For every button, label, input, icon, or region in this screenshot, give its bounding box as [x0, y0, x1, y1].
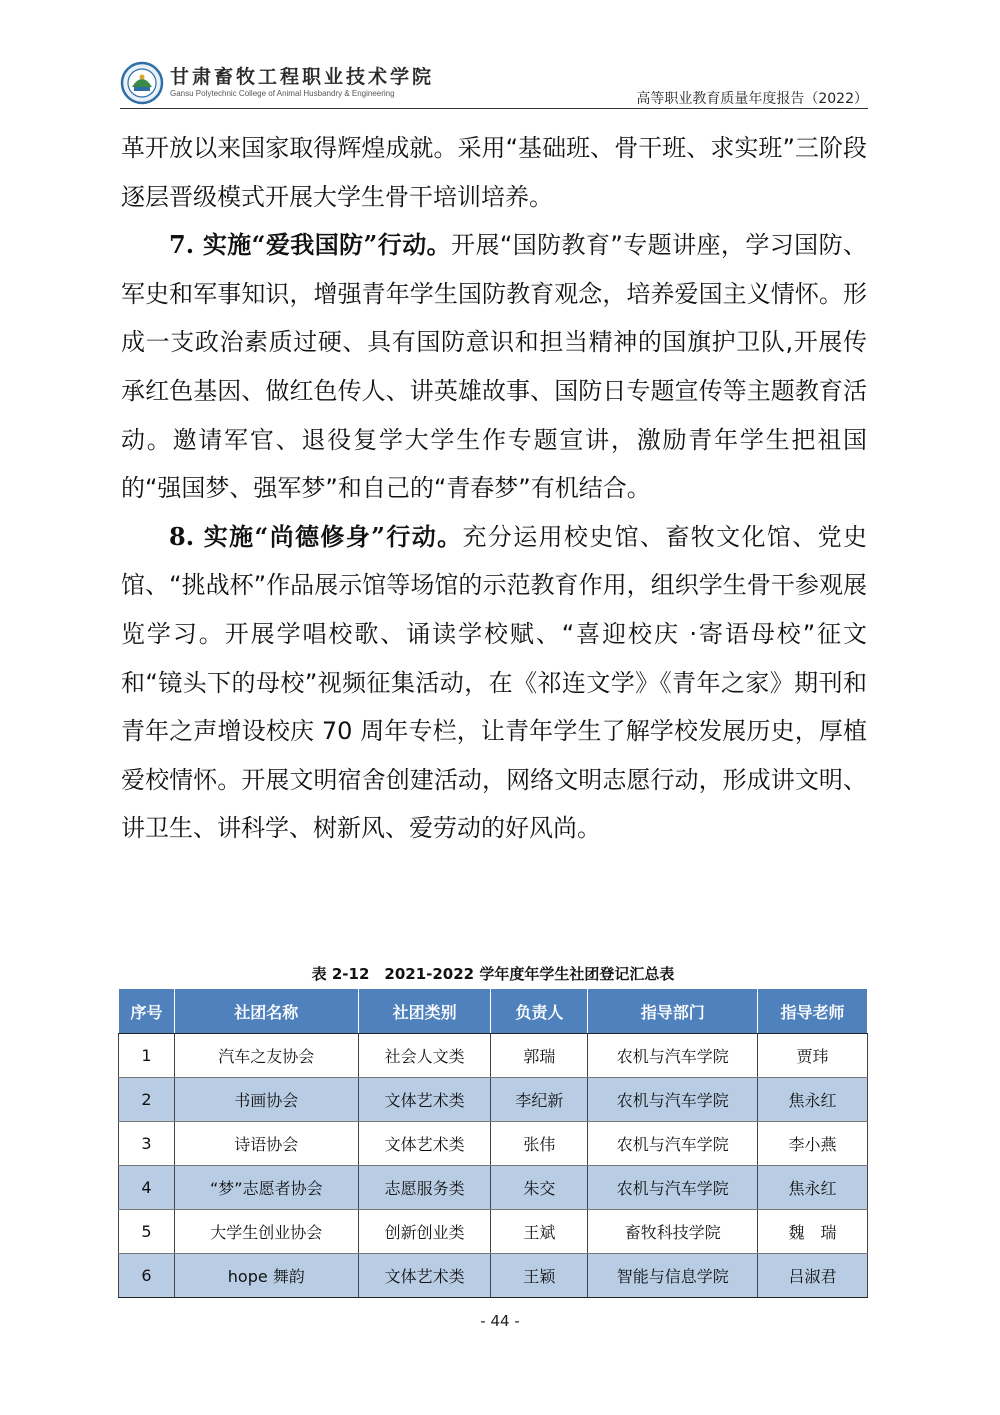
paragraph-intro: 革开放以来国家取得辉煌成就。采用“基础班、骨干班、求实班”三阶段逐层晋级模式开展大学生骨干培训培养。 — [121, 134, 867, 211]
table-row — [119, 1078, 868, 1122]
paragraph-item-8 — [121, 513, 867, 853]
school-name-en: Gansu Polytechnic College of Animal Husbandry & Engineering — [170, 89, 395, 98]
cell-leader: 王颖 — [491, 1254, 588, 1298]
cell-department: 农机与汽车学院 — [588, 1166, 758, 1210]
cell-leader: 张伟 — [491, 1122, 588, 1166]
col-header-advisor: 指导老师 — [758, 989, 868, 1034]
item-8-heading: 8. 实施“尚德修身”行动。 — [169, 521, 463, 551]
cell-club-name: 诗语协会 — [174, 1122, 358, 1166]
cell-department: 农机与汽车学院 — [588, 1122, 758, 1166]
col-header-department: 指导部门 — [588, 989, 758, 1034]
cell-club-name: hope 舞韵 — [174, 1254, 358, 1298]
item-7-text: 开展“国防教育”专题讲座，学习国防、军史和军事知识，增强青年学生国防教育观念，培养爱国主义情怀。形成一支政治素质过硬、具有国防意识和担当精神的国旗护卫队,开展传承红色基因、做红色传人、讲英雄故事、国防日专题宣传等主题教育活动。邀请军官、退役复学大学生作专题宣讲，激励青年学生把祖国的“强国梦、强军梦”和自己的“青春梦”有机结合。 — [121, 231, 867, 503]
page-number: - 44 - — [480, 1312, 520, 1330]
cell-index: 3 — [119, 1122, 175, 1166]
col-header-club-name: 社团名称 — [174, 989, 358, 1034]
cell-advisor: 魏 瑞 — [758, 1210, 868, 1254]
cell-department: 农机与汽车学院 — [588, 1078, 758, 1122]
cell-leader: 朱交 — [491, 1166, 588, 1210]
body-text — [121, 124, 867, 853]
header-divider — [120, 108, 868, 109]
table-row — [119, 1166, 868, 1210]
cell-index: 5 — [119, 1210, 175, 1254]
col-header-leader: 负责人 — [491, 989, 588, 1034]
item-8-text: 充分运用校史馆、畜牧文化馆、党史馆、“挑战杯”作品展示馆等场馆的示范教育作用，组织学生骨干参观展览学习。开展学唱校歌、诵读学校赋、“喜迎校庆 ·寄语母校”征文和“镜头下的母校”视频征集活动，在《祁连文学》《青年之家》期刊和青年之声增设校庆 70 周年专栏，让青年学生了解学校发展历史，厚植爱校情怀。开展文明宿舍创建活动，网络文明志愿行动，形成讲文明、讲卫生、讲科学、树新风、爱劳动的好风尚。 — [121, 522, 867, 843]
cell-club-name: 大学生创业协会 — [174, 1210, 358, 1254]
cell-leader: 王斌 — [491, 1210, 588, 1254]
cell-category: 文体艺术类 — [358, 1078, 491, 1122]
cell-advisor: 吕淑君 — [758, 1254, 868, 1298]
cell-leader: 郭瑞 — [491, 1034, 588, 1078]
page-header — [120, 58, 868, 110]
cell-department: 畜牧科技学院 — [588, 1210, 758, 1254]
school-name-cn: 甘肃畜牧工程职业技术学院 — [170, 66, 435, 88]
club-registry-table — [118, 988, 868, 1298]
table-row — [119, 1210, 868, 1254]
cell-club-name: 书画协会 — [174, 1078, 358, 1122]
cell-index: 4 — [119, 1166, 175, 1210]
table-header-row — [119, 989, 868, 1034]
cell-club-name: 汽车之友协会 — [174, 1034, 358, 1078]
cell-index: 2 — [119, 1078, 175, 1122]
table-caption: 表 2-12 2021-2022 学年度年学生社团登记汇总表 — [311, 965, 675, 983]
report-title: 高等职业教育质量年度报告（2022） — [636, 91, 868, 107]
cell-index: 1 — [119, 1034, 175, 1078]
table-row — [119, 1122, 868, 1166]
cell-club-name: “梦”志愿者协会 — [174, 1166, 358, 1210]
cell-category: 志愿服务类 — [358, 1166, 491, 1210]
cell-advisor: 焦永红 — [758, 1166, 868, 1210]
cell-category: 社会人文类 — [358, 1034, 491, 1078]
cell-department: 智能与信息学院 — [588, 1254, 758, 1298]
cell-index: 6 — [119, 1254, 175, 1298]
cell-leader: 李纪新 — [491, 1078, 588, 1122]
cell-category: 文体艺术类 — [358, 1122, 491, 1166]
cell-advisor: 焦永红 — [758, 1078, 868, 1122]
item-7-heading: 7. 实施“爱我国防”行动。 — [169, 230, 452, 260]
cell-advisor: 贾玮 — [758, 1034, 868, 1078]
cell-advisor: 李小燕 — [758, 1122, 868, 1166]
col-header-category: 社团类别 — [358, 989, 491, 1034]
cell-category: 文体艺术类 — [358, 1254, 491, 1298]
paragraph-item-7 — [121, 221, 867, 513]
table-row — [119, 1034, 868, 1078]
table-row — [119, 1254, 868, 1298]
col-header-index: 序号 — [119, 989, 175, 1034]
school-logo-icon — [120, 61, 164, 105]
cell-department: 农机与汽车学院 — [588, 1034, 758, 1078]
cell-category: 创新创业类 — [358, 1210, 491, 1254]
